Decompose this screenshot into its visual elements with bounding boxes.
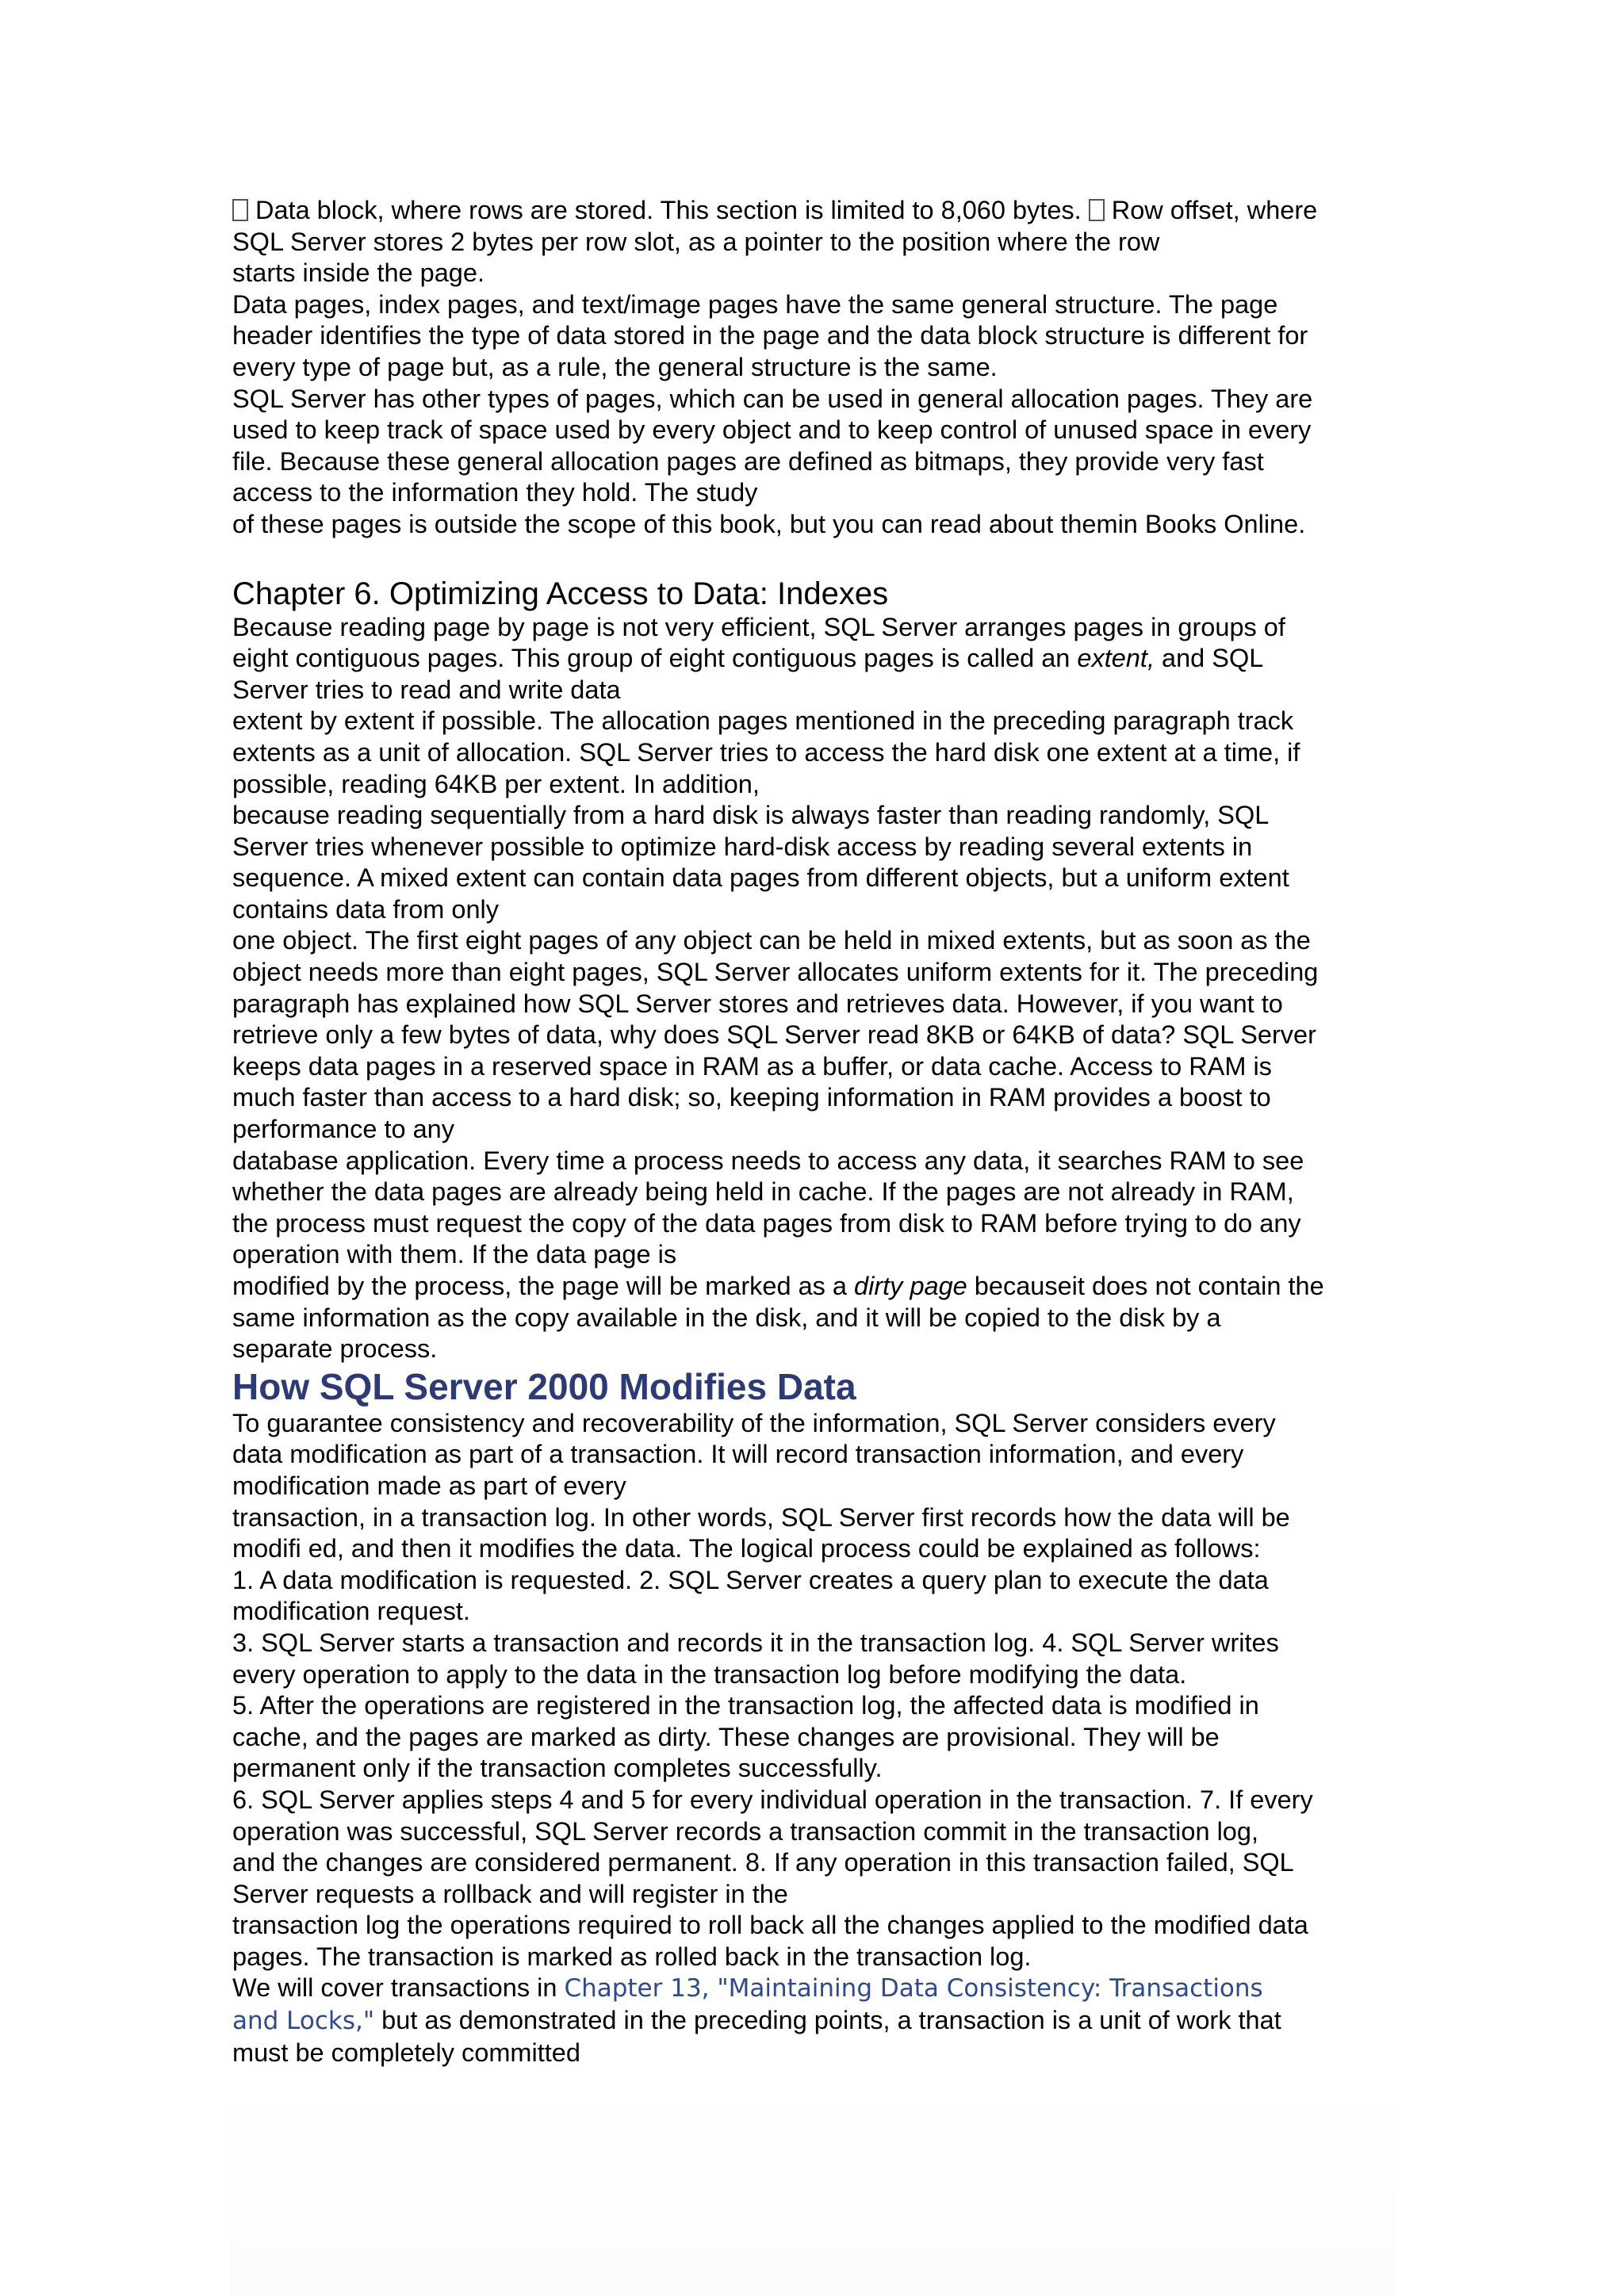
text-line: 6. SQL Server applies steps 4 and 5 for every individual operation in the transaction. 7. If every <box>232 1785 1313 1814</box>
paragraph-gap <box>232 541 1398 576</box>
text-line: whether the data pages are already being held in cache. If the pages are not already in RAM, <box>232 1177 1294 1207</box>
text-line: Because reading page by page is not very efficient, SQL Server arranges pages in groups of <box>232 612 1285 641</box>
text-line: operation with them. If the data page is <box>232 1240 677 1269</box>
text-line: much faster than access to a hard disk; so, keeping information in RAM provides a boost to <box>232 1083 1271 1112</box>
text-line: header identifies the type of data stored in the page and the data block structure is different for <box>232 321 1308 350</box>
text-line: Server requests a rollback and will register in the <box>232 1879 788 1908</box>
text-line: modified by the process, the page will be marked as a dirty page becauseit does not contain the <box>232 1272 1324 1300</box>
missing-glyph-icon <box>1089 199 1105 221</box>
emphasis-term: dirty page <box>854 1272 967 1300</box>
text-line: extents as a unit of allocation. SQL Server tries to access the hard disk one extent at a time, if <box>232 737 1300 767</box>
text-line: one object. The first eight pages of any object can be held in mixed extents, but as soon as the <box>232 926 1311 955</box>
text-line: Data block, where rows are stored. This section is limited to 8,060 bytes. Row offset, where <box>232 195 1398 227</box>
text-line: every type of page but, as a rule, the general structure is the same. <box>232 352 998 381</box>
text-line: extent by extent if possible. The allocation pages mentioned in the preceding paragraph track <box>232 706 1294 736</box>
text-line: transaction log the operations required to roll back all the changes applied to the modified data <box>232 1911 1308 1940</box>
text-line: must be completely committed <box>232 2038 580 2067</box>
text-line: performance to any <box>232 1115 455 1144</box>
text-line: 5. After the operations are registered in the transaction log, the affected data is modified in <box>232 1691 1259 1720</box>
section-heading: How SQL Server 2000 Modifies Data <box>232 1365 856 1407</box>
text-line: Server tries whenever possible to optimize hard-disk access by reading several extents in <box>232 832 1253 861</box>
text-line: To guarantee consistency and recoverability of the information, SQL Server considers every <box>232 1408 1276 1437</box>
page-bottom-shade <box>230 2077 1396 2296</box>
text-line: modification request. <box>232 1597 470 1626</box>
text-line: modifi ed, and then it modifies the data. The logical process could be explained as follows: <box>232 1534 1261 1563</box>
chapter-heading: Chapter 6. Optimizing Access to Data: Indexes <box>232 576 889 611</box>
document-body <box>232 195 1398 2068</box>
text-line: the process must request the copy of the data pages from disk to RAM before trying to do any <box>232 1208 1301 1238</box>
text-line: used to keep track of space used by every object and to keep control of unused space in every <box>232 415 1312 445</box>
text-line: transaction, in a transaction log. In other words, SQL Server first records how the data will be <box>232 1502 1290 1532</box>
text-line: paragraph has explained how SQL Server stores and retrieves data. However, if you want to <box>232 989 1283 1018</box>
text-line: and the changes are considered permanent. 8. If any operation in this transaction failed, SQL <box>232 1848 1294 1877</box>
text-line: because reading sequentially from a hard disk is always faster than reading randomly, SQL <box>232 801 1270 830</box>
text-line: retrieve only a few bytes of data, why does SQL Server read 8KB or 64KB of data? SQL Server <box>232 1020 1316 1050</box>
text-line: Data pages, index pages, and text/image pages have the same general structure. The page <box>232 289 1278 319</box>
chapter-13-link[interactable]: Chapter 13, "Maintaining Data Consistency: Transactions <box>564 1974 1263 2003</box>
text-line: same information as the copy available in the disk, and it will be copied to the disk by a <box>232 1303 1221 1332</box>
text-line: keeps data pages in a reserved space in RAM as a buffer, or data cache. Access to RAM is <box>232 1051 1272 1081</box>
chapter-13-link[interactable]: and Locks," <box>232 2007 375 2036</box>
text-line: data modification as part of a transaction. It will record transaction information, and every <box>232 1440 1244 1469</box>
text-line: of these pages is outside the scope of this book, but you can read about themin Books Online. <box>232 509 1306 538</box>
text-line: 1. A data modification is requested. 2. SQL Server creates a query plan to execute the data <box>232 1565 1269 1594</box>
text-line: every operation to apply to the data in the transaction log before modifying the data. <box>232 1659 1187 1689</box>
text-line: permanent only if the transaction completes successfully. <box>232 1754 883 1783</box>
text-line: SQL Server stores 2 bytes per row slot, as a pointer to the position where the row <box>232 227 1160 256</box>
emphasis-term: extent, <box>1077 644 1155 673</box>
text-line: cache, and the pages are marked as dirty. These changes are provisional. They will be <box>232 1722 1220 1751</box>
text-line: database application. Every time a process needs to access any data, it searches RAM to see <box>232 1146 1304 1175</box>
text-line: possible, reading 64KB per extent. In addition, <box>232 769 760 798</box>
text-line: operation was successful, SQL Server records a transaction commit in the transaction log, <box>232 1816 1258 1846</box>
text-line: separate process. <box>232 1334 438 1364</box>
text-line: pages. The transaction is marked as rolled back in the transaction log. <box>232 1942 1032 1971</box>
text-line: SQL Server has other types of pages, which can be used in general allocation pages. They are <box>232 384 1313 413</box>
text-line: eight contiguous pages. This group of eight contiguous pages is called an extent, and SQL <box>232 644 1264 673</box>
text-line: object needs more than eight pages, SQL Server allocates uniform extents for it. The preceding <box>232 958 1319 987</box>
text-line: starts inside the page. <box>232 258 485 288</box>
text-line: access to the information they hold. The study <box>232 478 758 507</box>
text-line: We will cover transactions in Chapter 13, "Maintaining Data Consistency: Transactions <box>232 1973 1263 2003</box>
text-line: file. Because these general allocation pages are defined as bitmaps, they provide very fast <box>232 446 1264 476</box>
text-line: contains data from only <box>232 894 500 924</box>
text-line: 3. SQL Server starts a transaction and records it in the transaction log. 4. SQL Server writes <box>232 1628 1279 1657</box>
text-line: and Locks," but as demonstrated in the preceding points, a transaction is a unit of work that <box>232 2006 1281 2036</box>
missing-glyph-icon <box>232 199 248 221</box>
text-line: modification made as part of every <box>232 1471 626 1500</box>
text-line: sequence. A mixed extent can contain data pages from different objects, but a uniform extent <box>232 863 1289 893</box>
text-line: Server tries to read and write data <box>232 675 621 704</box>
